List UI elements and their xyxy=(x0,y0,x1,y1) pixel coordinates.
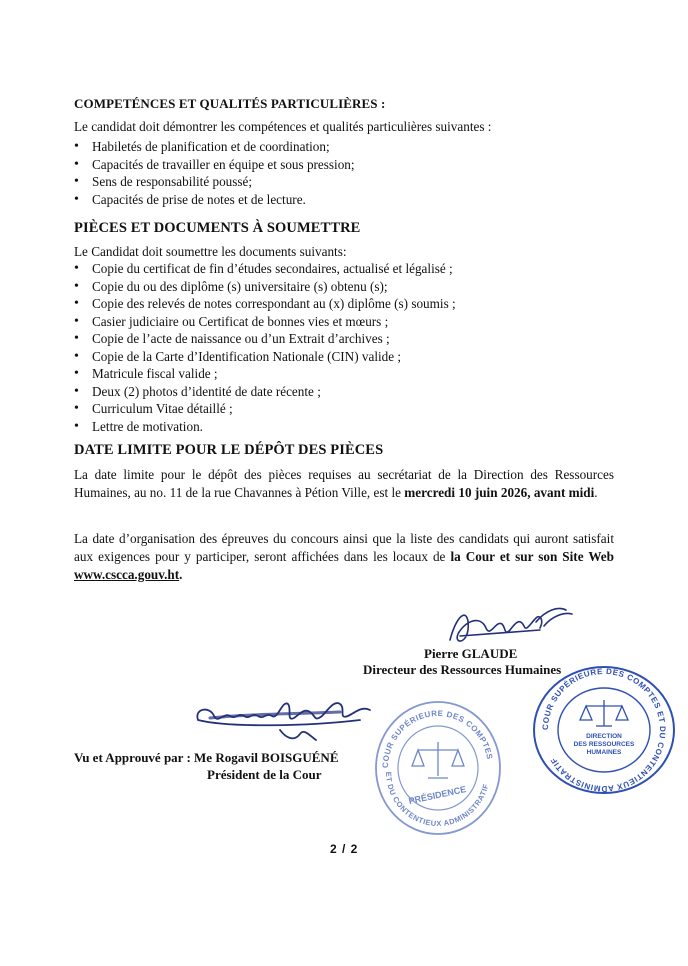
stamp2-center-text: PRÉSIDENCE xyxy=(407,784,468,807)
list-item: • Copie du certificat de fin d’études secondaires, actualisé et légalisé ; xyxy=(74,260,456,278)
director-title: Directeur des Ressources Humaines xyxy=(363,662,562,677)
list-item: • Matricule fiscal valide ; xyxy=(74,365,456,383)
list-item: • Deux (2) photos d’identité de date récente ; xyxy=(74,383,456,401)
list-item: • Copie de l’acte de naissance ou d’un Extrait d’archives ; xyxy=(74,330,456,348)
documents-list xyxy=(74,260,456,435)
list-item: • Copie du ou des diplôme (s) universitaire (s) obtenu (s); xyxy=(74,278,456,296)
section-deadline-title: DATE LIMITE POUR LE DÉPÔT DES PIÈCES xyxy=(74,442,384,458)
stamp1-ring-text: COUR SUPÉRIEURE DES COMPTES ET DU CONTENTIEUX ADMINISTRATIF xyxy=(540,666,668,794)
competences-list xyxy=(74,138,355,208)
stamp2-ring-bottom-text: ET DU CONTENTIEUX ADMINISTRATIF xyxy=(383,771,491,829)
list-item: • Habiletés de planification et de coordination; xyxy=(74,138,355,156)
stamp1-center-line3: HUMAINES xyxy=(586,749,622,756)
president-title: Président de la Cour xyxy=(207,767,322,782)
approval-line: Vu et Approuvé par : Me Rogavil BOISGUÉNÉ xyxy=(74,750,339,765)
stamp-direction-icon xyxy=(530,664,678,796)
section-competences-intro: Le candidat doit démontrer les compétences et qualités particulières suivantes : xyxy=(74,119,492,134)
stamp1-center-line1: DIRECTION xyxy=(586,733,622,740)
signature-director-icon xyxy=(440,600,580,650)
stamp1-center-line2: DES RESSOURCES xyxy=(573,741,635,748)
list-item: • Curriculum Vitae détaillé ; xyxy=(74,400,456,418)
section-documents-intro: Le Candidat doit soumettre les documents suivants: xyxy=(74,244,347,259)
list-item: • Casier judiciaire ou Certificat de bonnes vies et mœurs ; xyxy=(74,313,456,331)
list-item: • Lettre de motivation. xyxy=(74,418,456,436)
page-number: 2 / 2 xyxy=(330,842,359,856)
svg-text:COUR SUPÉRIEURE DES COMPTES ET xyxy=(541,667,667,793)
list-item: • Sens de responsabilité poussé; xyxy=(74,173,355,191)
section-documents-title: PIÈCES ET DOCUMENTS À SOUMETTRE xyxy=(74,220,361,236)
signature-president-icon xyxy=(190,690,380,750)
list-item: • Capacités de travailler en équipe et sous pression; xyxy=(74,156,355,174)
deadline-paragraph: La date limite pour le dépôt des pièces requises au secrétariat de la Direction des Ressources Humaines, au no. 11 de la rue Chavannes à Pétion Ville, est le mercredi 10 juin 2026, avant midi. xyxy=(74,467,614,500)
list-item: • Capacités de prise de notes et de lecture. xyxy=(74,191,355,209)
website-link[interactable]: www.cscca.gouv.ht xyxy=(74,567,180,582)
stamp-presidence-icon xyxy=(372,698,504,838)
section-competences-title: COMPETÉNCES ET QUALITÉS PARTICULIÈRES : xyxy=(74,96,386,111)
publication-paragraph: La date d’organisation des épreuves du concours ainsi que la liste des candidats qui auront satisfait aux exigences pour y participer, seront affichées dans les locaux de la Cour et sur son Site Web www.cscca.gouv.ht. xyxy=(74,531,614,582)
director-name: Pierre GLAUDE xyxy=(424,646,518,661)
list-item: • Copie de la Carte d’Identification Nationale (CIN) valide ; xyxy=(74,348,456,366)
list-item: • Copie des relevés de notes correspondant au (x) diplôme (s) soumis ; xyxy=(74,295,456,313)
stamp2-ring-top-text: COUR SUPÉRIEURE DES COMPTES xyxy=(380,708,495,769)
